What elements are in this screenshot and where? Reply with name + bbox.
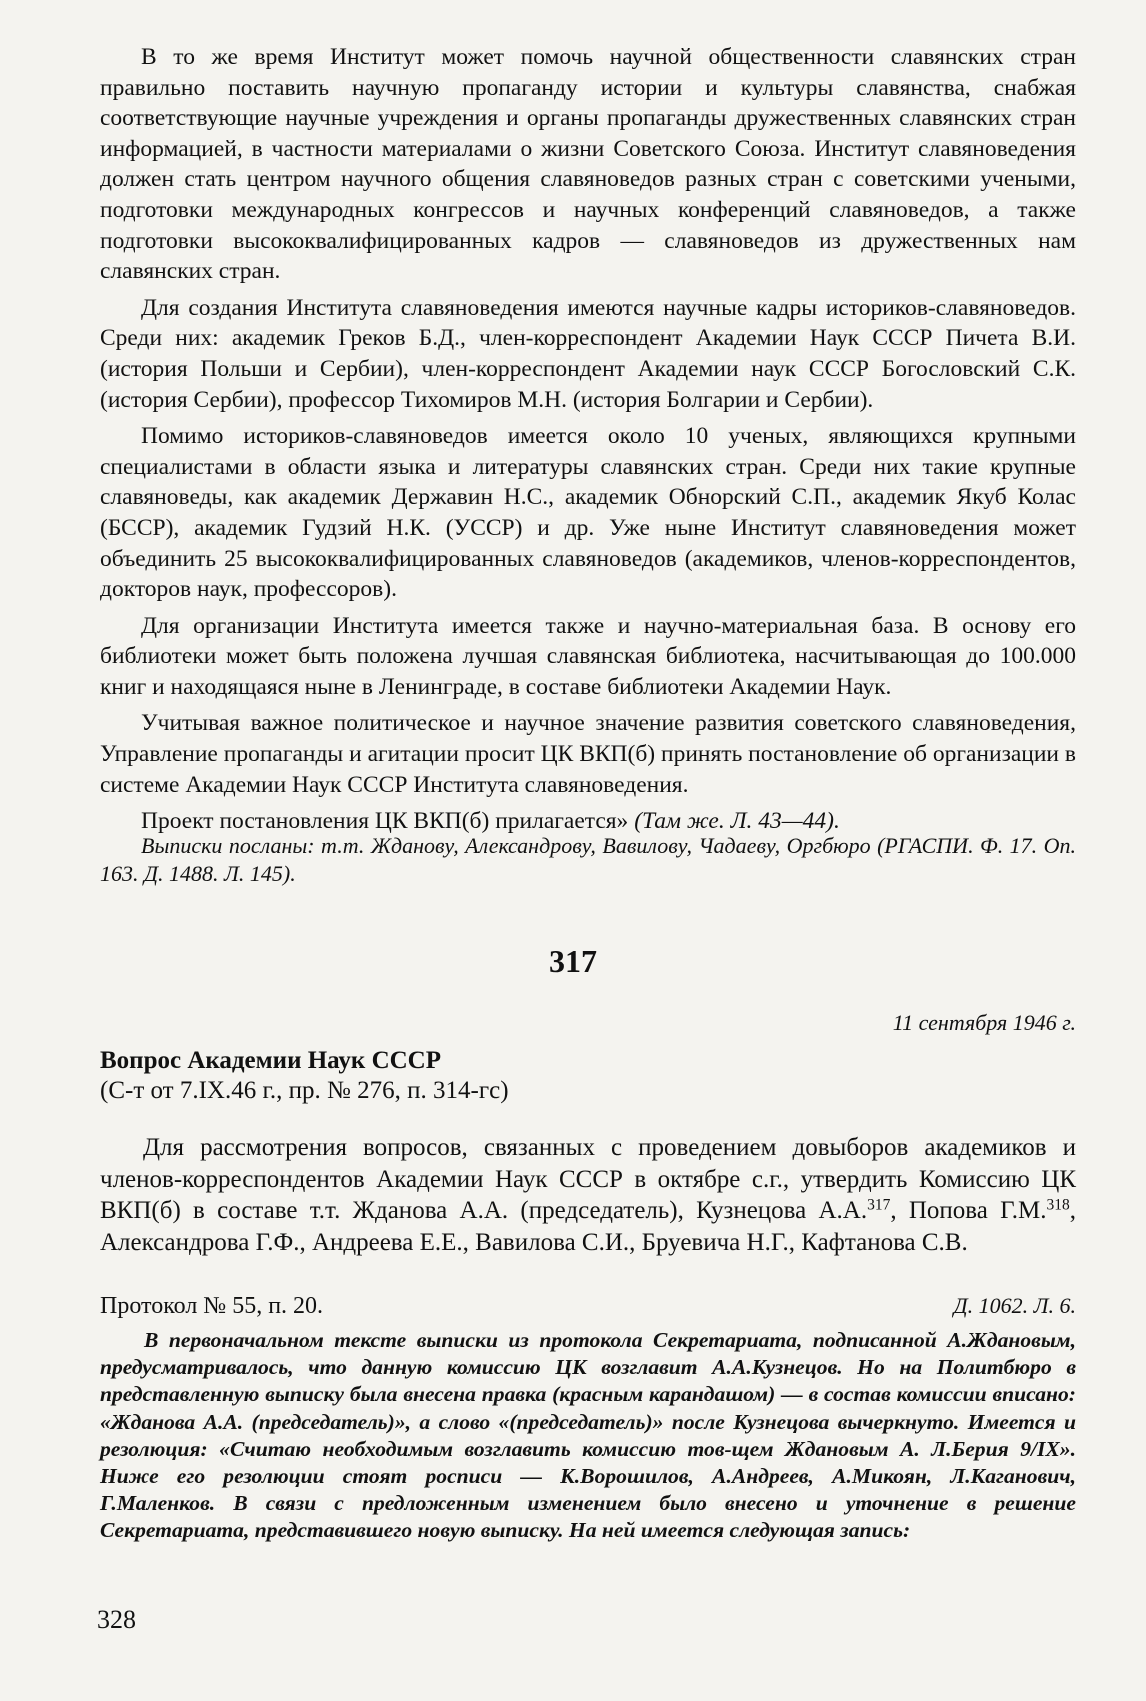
extracts-note: Выписки посланы: т.т. Жданову, Александрову, Вавилову, Чадаеву, Оргбюро (РГАСПИ. Ф. 17. Оп. 163. Д. 1488. Л. 145). xyxy=(100,833,1076,886)
paragraph: Помимо историков-славяноведов имеется около 10 ученых, являющихся крупными специалистами в области языка и литературы славянских стран. Среди них такие крупные славяноведы, как академик Державин Н.С., академик Обнорский С.П., академик Якуб Колас (БССР), академик Гудзий Н.К. (УССР) и др. Уже ныне Институт славяноведения может объединить 25 высококвалифицированных славяноведов (академиков, членов-корреспондентов, докторов наук, профессоров). xyxy=(100,423,1076,603)
footnote-ref: 317 xyxy=(867,1196,891,1214)
paragraph: Для организации Института имеется также и научно-материальная база. В основу его библиотеки может быть положена лучшая славянская библиотека, насчитывающая до 100.000 книг и находящаяся ныне в Ленинграде, в составе библиотеки Академии Наук. xyxy=(100,612,1076,700)
protocol-line xyxy=(100,1293,1076,1320)
archive-reference: Д. 1062. Л. 6. xyxy=(953,1293,1076,1318)
paragraph: В то же время Институт может помочь научной общественности славянских стран правильно поставить научную пропаганду истории и культуры славянства, снабжая соответствующие научные учреждения и органы пропаганды дружественных славянских стран информацией, в частности материалами о жизни Советского Союза. Институт славяноведения должен стать центром научного общения славяноведов разных стран с советскими учеными, подготовки международных конгрессов и научных конференций славяноведов, а также подготовки высококвалифицированных кадров — славяноведов из дружественных нам славянских стран. xyxy=(100,44,1076,285)
paragraph: Учитывая важное политическое и научное значение развития советского славяноведения, Управление пропаганды и агитации просит ЦК ВКП(б) принять постановление об организации в системе Академии Наук СССР Института славяноведения. xyxy=(100,710,1076,798)
attachment-source: (Там же. Л. 43—44). xyxy=(634,808,840,835)
document-title: Вопрос Академии Наук СССР xyxy=(100,1047,442,1074)
editorial-commentary: В первоначальном тексте выписки из протокола Секретариата, подписанной А.Ждановым, предусматривалось, что данную комиссию ЦК возглавит А.А.Кузнецов. Но на Политбюро в представленную выписку была внесена правка (красным карандашом) — в состав комиссии вписано: «Жданова А.А. (председатель)», а слово «(председатель)» после Кузнецова вычеркнуто. Имеется и резолюция: «Считаю необходимым возглавить комиссию тов-щем Ждановым А. Л.Берия 9/IX». Ниже его резолюции стоят росписи — К.Ворошилов, А.Андреев, А.Микоян, Л.Каганович, Г.Маленков. В связи с предложенным изменением было внесено и уточнение в решение Секретариата, представившего новую выписку. На ней имеется следующая запись: xyxy=(100,1328,1076,1543)
footnote-ref: 318 xyxy=(1046,1196,1070,1214)
page-number: 328 xyxy=(97,1605,136,1634)
decision-part: Для рассмотрения вопросов, связанных с проведением довыборов академиков и членов-корреспондентов Академии Наук СССР в октябре с.г., утвердить Комиссию ЦК ВКП(б) в составе т.т. Жданова А.А. (председатель), Кузнецова А.А. xyxy=(100,1134,1076,1224)
document-number: 317 xyxy=(549,943,597,979)
document-reference: (С-т от 7.IX.46 г., пр. № 276, п. 314-гс) xyxy=(100,1077,509,1104)
protocol-number: Протокол № 55, п. 20. xyxy=(100,1293,324,1319)
decision-part: , Попова Г.М. xyxy=(890,1197,1047,1224)
decision-part: , Александрова Г.Ф., Андреева Е.Е., Вавилова С.И., Бруевича Н.Г., Кафтанова С.В. xyxy=(100,1197,1076,1256)
paragraph: Для создания Института славяноведения имеются научные кадры историков-славяноведов. Среди них: академик Греков Б.Д., член-корреспондент Академии Наук СССР Пичета В.И. (история Польши и Сербии), член-корреспондент Академии наук СССР Богословский С.К. (история Сербии), профессор Тихомиров М.Н. (история Болгарии и Сербии). xyxy=(100,294,1076,413)
main-text-block xyxy=(100,42,1076,837)
attachment-text: Проект постановления ЦК ВКП(б) прилагается» xyxy=(141,808,629,835)
document-date: 11 сентября 1946 г. xyxy=(892,1010,1076,1035)
decision-text xyxy=(100,1132,1076,1258)
